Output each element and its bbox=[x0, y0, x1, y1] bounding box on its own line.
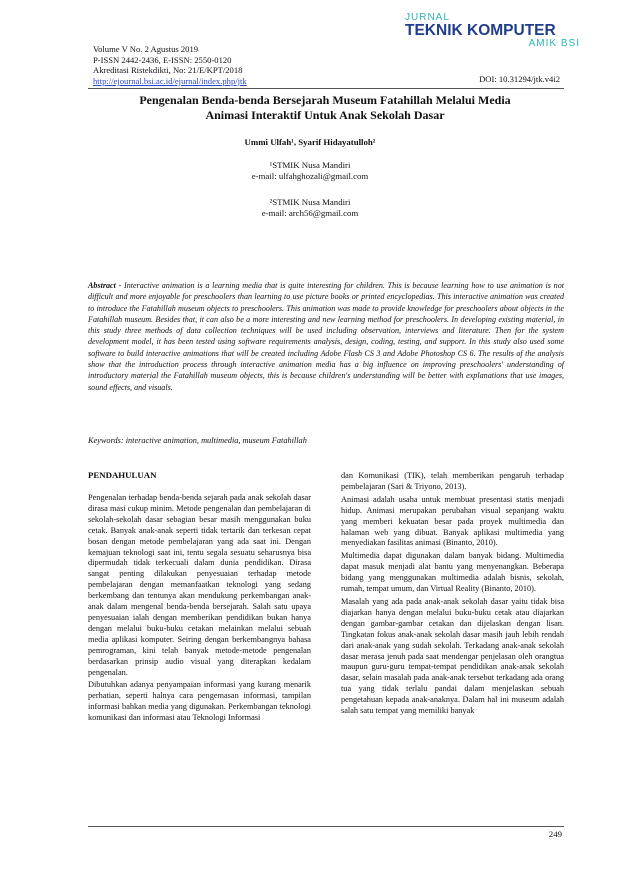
page-number: 249 bbox=[548, 829, 562, 839]
affiliation-name: ¹STMIK Nusa Mandiri bbox=[269, 160, 351, 170]
paragraph: Masalah yang ada pada anak-anak sekolah dasar yaitu tidak bisa diajarkan hanya dengan melalui buku-buku cetak atau diajarkan dengan gambar-gambar cetakan dan dijelaskan dengan lisan. Tingkatan fokus anak-anak sekolah dasar masih jauh lebih rendah dari anak-anak yang sudah sekolah. Terkadang anak-anak sekolah dasar merasa jenuh pada saat mendengar penjelasan oleh orangtua maupun guru-guru tempat-tempat pendidikan anak-anak sekolah dasar, selain masalah pada anak-anak tersebut terkadang ada orang tua yang tidak terlalu pandai dalam menjelaskan sebuah pengetahuan kepada anak-anaknya. Dalam hal ini museum adalah salah satu tempat yang memiliki banyak bbox=[341, 596, 564, 716]
abstract-text: - Interactive animation is a learning media that is quite interesting for children. This is because learning how to use animation is not difficult and more enjoyable for preschoolers than learning to use picture books or printed encyclopedias. This interactive animation was created to introduce the Fatahillah museum objects to preschoolers. This animation was made to provide knowledge for preschoolers about objects in the Fatahillah museum. Besides that, it can also be a more interesting and new learning method for preschoolers. In developing existing material, in this study three methods of data collection techniques will be used including observation, interviews and literature. Then for the system development model, it has been tested using software requirements analysis, design, coding, testing, and support. In this study also used some software to build interactive animations that will be created including Adobe Flash CS 3 and Adobe Photoshop CS 6. The results of the analysis show that the introduction process through interactive animation media has a big influence on improving preschoolers' understanding of introductory material the Fatahillah museum objects, this is because children's understanding will be better with explanations that use images, sound effects, and visuals. bbox=[88, 281, 564, 392]
affiliation-email: e-mail: ulfahghozali@gmail.com bbox=[251, 171, 369, 181]
left-column bbox=[88, 493, 311, 726]
paragraph: Animasi adalah usaha untuk membuat presentasi statis menjadi hidup. Animasi merupakan perubahan visual sepanjang waktu yang memberi kekuatan besar pada proyek multimedia dan halaman web yang dibuat. Banyak aplikasi multimedia yang menyediakan fasilitas animasi (Binanto, 2010). bbox=[341, 494, 564, 548]
volume-line: Volume V No. 2 Agustus 2019 bbox=[93, 44, 199, 54]
paper-title bbox=[80, 93, 570, 123]
paragraph: dan Komunikasi (TIK), telah memberikan pengaruh terhadap pembelajaran (Sari & Triyono, 2013). bbox=[341, 471, 564, 491]
affiliation-2 bbox=[0, 197, 620, 219]
journal-logo bbox=[405, 12, 580, 49]
logo-line-2: TEKNIK KOMPUTER bbox=[405, 22, 556, 39]
affiliation-1 bbox=[0, 160, 620, 182]
authors: Ummi Ulfah¹, Syarif Hidayatulloh² bbox=[244, 137, 376, 147]
paragraph: Multimedia dapat digunakan dalam banyak bidang. Multimedia dapat masuk menjadi alat bantu yang menyenangkan. Beberapa bidang yang menggunakan multimedia adalah bisnis, sekolah, rumah, tempat umum, dan Virtual Reality (Binanto, 2010). bbox=[341, 551, 564, 594]
right-column bbox=[341, 471, 564, 719]
journal-meta bbox=[93, 44, 393, 86]
logo-line-3: AMIK BSI bbox=[528, 38, 580, 49]
paragraph: Pengenalan terhadap benda-benda sejarah pada anak sekolah dasar dirasa masi cukup minim. Metode pengenalan dan pembelajaran di sekolah-sekolah dasar sebagian besar masih menggunakan buku cetak. Banyak anak-anak seperti tidak tertarik dan terkesan cepat bosan dengan metode pembelajaran yang ada saat ini. Dengan kemajuan teknologi saat ini, tentu segala sesuatu seharusnya bisa dipermudah tidak terkecuali dalam dunia pendidikan. Dirasa sangat penting dilakukan penyesuaian terhadap metode pembelajaran dengan memanfaatkan teknologi yang sedang berkembang dan tentunya akan mendukung perkembangan anak-anak dalam mengenal benda-benda bersejarah. Salah satu upaya penyesuaian ialah dengan memberikan pendidikan bukan hanya dengan melalui buku-buku cetakan melainkan melalui sebuah media aplikasi komputer. Seiring dengan berkembangnya bahasa pemrograman, kini telah banyak metode-metode pengenalan berdasarkan prinsip audio visual yang diterapkan kedalam pengenalan. bbox=[88, 493, 311, 677]
logo-line-1: JURNAL bbox=[405, 12, 450, 23]
footer-rule bbox=[88, 826, 564, 827]
abstract bbox=[88, 280, 564, 393]
title-line-2: Animasi Interaktif Untuk Anak Sekolah Dasar bbox=[205, 108, 445, 122]
affiliation-name: ²STMIK Nusa Mandiri bbox=[269, 197, 351, 207]
keywords: Keywords: interactive animation, multimedia, museum Fatahillah bbox=[88, 436, 307, 445]
header-rule bbox=[88, 88, 564, 89]
doi: DOI: 10.31294/jtk.v4i2 bbox=[479, 74, 560, 84]
title-line-1: Pengenalan Benda-benda Bersejarah Museum Fatahillah Melalui Media bbox=[139, 93, 511, 107]
accreditation-line: Akreditasi Ristekdikti, No: 21/E/KPT/2018 bbox=[93, 65, 243, 76]
abstract-label: Abstract bbox=[88, 281, 116, 290]
paragraph: Dibutuhkan adanya penyampaian informasi yang kurang menarik perhatian, seperti halnya cara pengemasan informasi, tampilan informasi bahkan media yang digunakan. Perkembangan teknologi komunikasi dan informasi atau Teknologi Informasi bbox=[88, 680, 311, 723]
affiliation-email: e-mail: arch56@gmail.com bbox=[261, 208, 359, 218]
journal-link[interactable]: http://ejournal.bsi.ac.id/ejurnal/index.php/jtk bbox=[93, 75, 247, 86]
section-title: PENDAHULUAN bbox=[88, 470, 157, 480]
issn-line: P-ISSN 2442-2436, E-ISSN: 2550-0120 bbox=[93, 54, 232, 65]
